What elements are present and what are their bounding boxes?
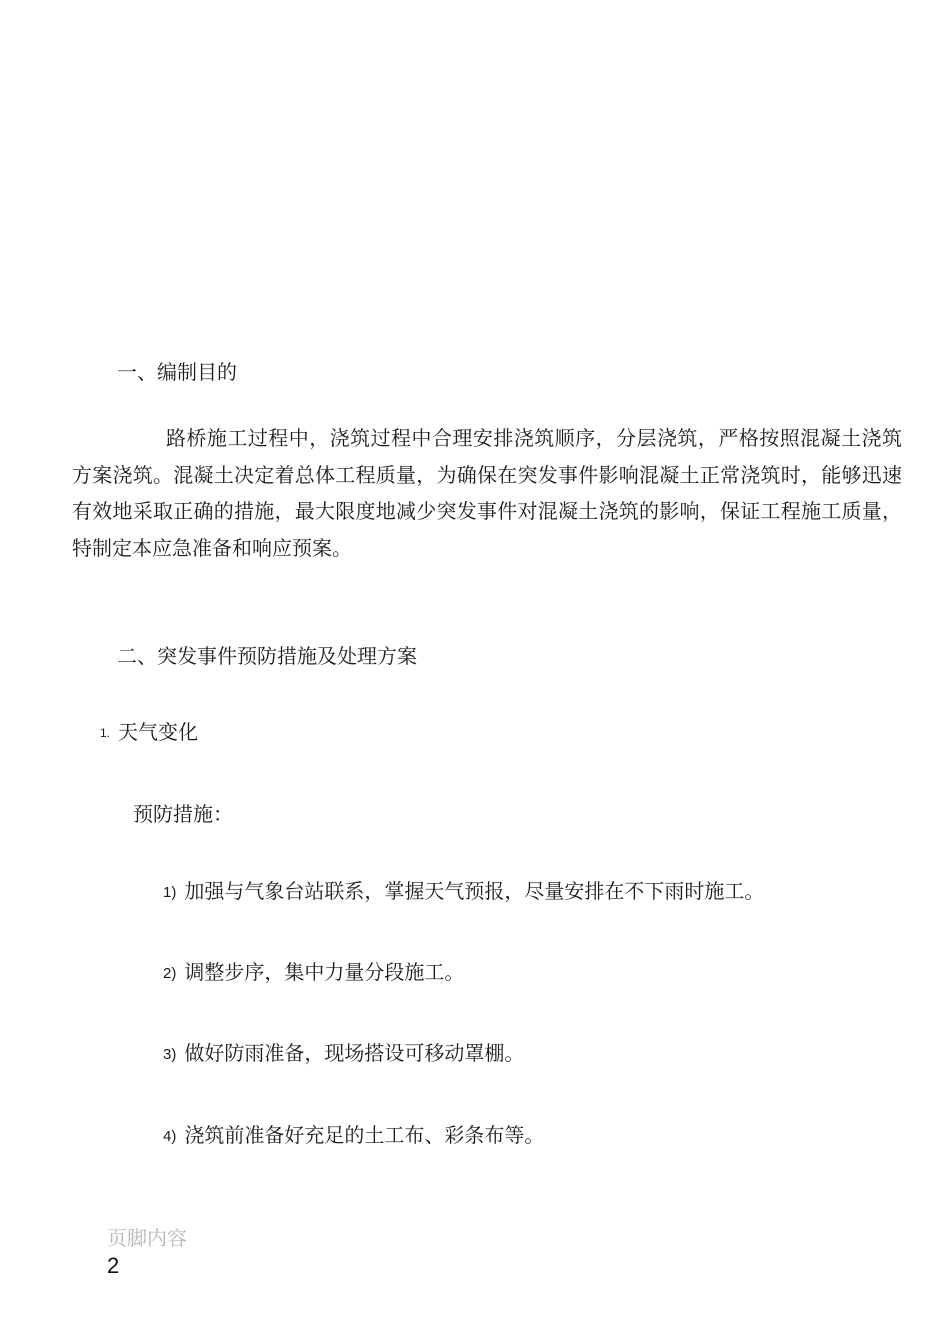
list-item (163, 877, 764, 907)
section-heading-purpose: 一、编制目的 (117, 360, 237, 384)
list-item-number: 4) (163, 1128, 177, 1145)
list-item-text: 浇筑前准备好充足的土工布、彩条布等。 (184, 1123, 545, 1147)
list-item-text: 调整步序，集中力量分段施工。 (184, 960, 465, 984)
list-item-number: 1) (163, 884, 177, 901)
page-number: 2 (107, 1253, 120, 1278)
list-item (163, 1039, 524, 1069)
list-item (163, 958, 464, 988)
section-heading-emergency-measures: 二、突发事件预防措施及处理方案 (117, 644, 417, 668)
list-item-text: 加强与气象台站联系，掌握天气预报，尽量安排在不下雨时施工。 (184, 879, 765, 903)
list-item-text: 做好防雨准备，现场搭设可移动罩棚。 (184, 1041, 525, 1065)
page-footer (107, 1224, 187, 1280)
list-item (163, 1121, 544, 1151)
footer-label: 页脚内容 (107, 1226, 187, 1250)
list-item-number: 3) (163, 1046, 177, 1063)
list-item-number: 2) (163, 965, 177, 982)
subsection-heading-weather (100, 718, 198, 747)
subsection-number: 1. (100, 726, 111, 740)
subsection-title: 天气变化 (118, 720, 199, 744)
purpose-paragraph: 路桥施工过程中，浇筑过程中合理安排浇筑顺序，分层浇筑，严格按照混凝土浇筑方案浇筑。混凝土决定着总体工程质量，为确保在突发事件影响混凝土正常浇筑时，能够迅速有效地采取正确的措施，最大限度地减少突发事件对混凝土浇筑的影响，保证工程施工质量，特制定本应急准备和响应预案。 (72, 426, 902, 560)
prevention-label: 预防措施： (133, 802, 233, 826)
